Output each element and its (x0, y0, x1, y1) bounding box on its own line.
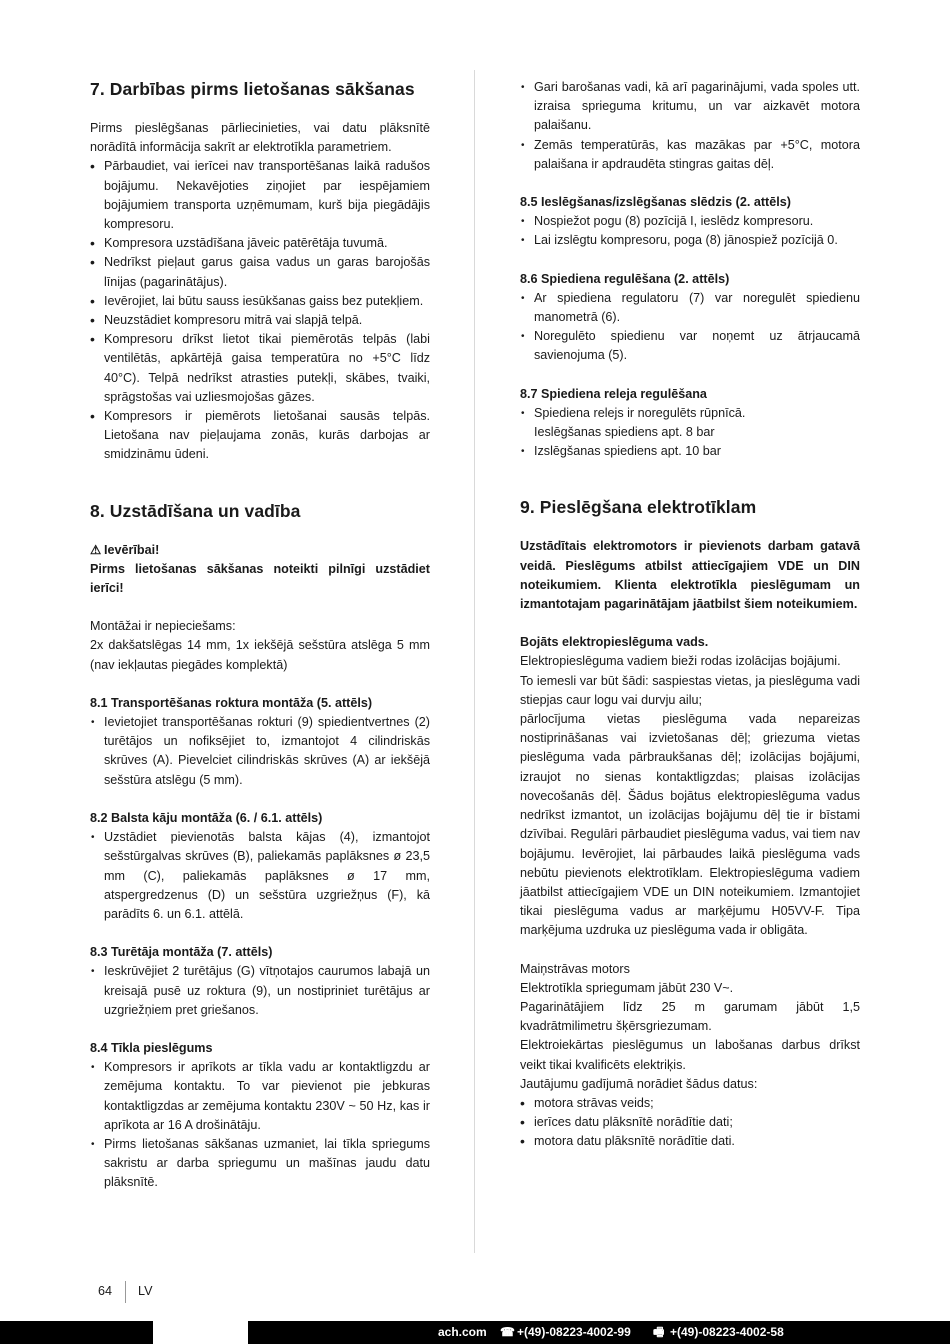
ac-motor-title: Maiņstrāvas motors (520, 961, 630, 976)
section-8-6-title: 8.6 Spiediena regulēšana (2. attēls) (520, 271, 730, 286)
ac-data-list (520, 1094, 860, 1152)
list-item: • Lai izslēgtu kompresoru, poga (8) jānospiež pozīcijā 0. (520, 231, 860, 250)
section-8-3-list (90, 962, 430, 1020)
section-8-7-list (520, 404, 860, 462)
list-item-line: Spiediena relejs ir noregulēts rūpnīcā. (534, 405, 746, 420)
cable-paragraph: Elektropieslēguma vadiem bieži rodas izolācijas bojājumi. (520, 654, 841, 669)
language-code: LV (138, 1284, 153, 1298)
list-item: • Uzstādiet pievienotās balsta kājas (4), izmantojot sešstūrgalvas skrūves (B), paliekamās paplāksnes ø 23,5 mm (C), paliekamās paplāksnes ø 17 mm, atspergredzenus (D) un sešstūra uzgriežņus (F), kā parādīts 6. un 6.1. attēlā. (90, 828, 430, 924)
ac-paragraph: Elektrotīkla spriegumam jābūt 230 V~. (520, 980, 734, 995)
list-item: • motora strāvas veids; (520, 1094, 860, 1113)
list-item (520, 404, 860, 442)
warning-heading (90, 541, 430, 560)
list-item: • Noregulēto spiedienu var noņemt uz ātrjaucamā savienojuma (5). (520, 327, 860, 365)
cable-paragraph: To iemesli var būt šādi: saspiestas vietas, ja pieslēguma vadi stiepjas caur logu vai durvju ailu; (520, 673, 860, 707)
section-8-title: 8. Uzstādīšana un vadība (90, 500, 301, 521)
section-7-title: 7. Darbības pirms lietošanas sākšanas (90, 79, 415, 99)
footer-bar-left (0, 1321, 153, 1344)
list-item: • Kompresors ir aprīkots ar tīkla vadu ar kontaktligzdu ar zemējuma kontaktu. To var pievienot pie jebkuras kontaktligzdas ar zemējuma kontaktu 230V ~ 50 Hz, kas ir aprīkota ar 16 A drošinātāju. (90, 1058, 430, 1135)
section-8-5-list (520, 212, 860, 250)
list-item: • Izslēgšanas spiediens apt. 10 bar (520, 442, 860, 461)
ac-paragraph: Elektroiekārtas pieslēgumus un labošanas darbus drīkst veikt tikai kvalificēts elektriķis. (520, 1038, 860, 1072)
section-8-1-title: 8.1 Transportēšanas roktura montāža (5. attēls) (90, 695, 373, 710)
section-9-title: 9. Pieslēgšana elektrotīklam (520, 497, 757, 518)
column-divider (474, 70, 475, 1253)
list-item: • Ieskrūvējiet 2 turētājus (G) vītņotajos caurumos labajā un kreisajā pusē uz roktura (9), un nostipriniet turētājus ar uzgriežņiem pret griešanos. (90, 962, 430, 1020)
footer-bar (248, 1321, 950, 1344)
website-link[interactable]: ach.com (438, 1325, 487, 1339)
left-column (90, 78, 430, 1193)
list-item: • Zemās temperatūrās, kas mazākas par +5°C, motora palaišana ir apdraudēta stingras gaitas dēļ. (520, 136, 860, 174)
list-item: • Kompresoru drīkst lietot tikai piemērotās telpās (labi ventilētās, apkārtējā gaisa temperatūra no +5°C līdz 40°C). Telpā nedrīkst atrasties putekļi, skābes, tvaiki, sprāgstošas vai uzliesmojošas gāzes. (90, 330, 430, 407)
fax-number: +(49)-08223-4002-58 (670, 1325, 784, 1339)
section-8-1-list (90, 713, 430, 790)
ac-paragraph: Jautājumu gadījumā norādiet šādus datus: (520, 1076, 758, 1091)
list-item: • Nospiežot pogu (8) pozīcijā I, ieslēdz kompresoru. (520, 212, 860, 231)
section-8-3-title: 8.3 Turētāja montāža (7. attēls) (90, 945, 273, 960)
right-column (520, 78, 860, 1152)
list-item: • Kompresors ir piemērots lietošanai sausās telpās. Lietošana nav pieļaujama zonās, kurās darbojas ar smidzināmu ūdeni. (90, 407, 430, 465)
requirements-text: 2x dakšatslēgas 14 mm, 1x iekšējā sešstūra atslēga 5 mm (nav iekļautas piegādes komplektā) (90, 638, 430, 672)
phone-number: +(49)-08223-4002-99 (517, 1325, 631, 1339)
list-item: • Neuzstādiet kompresoru mitrā vai slapjā telpā. (90, 311, 430, 330)
list-item: • Ar spiediena regulatoru (7) var noregulēt spiedienu manometrā (6). (520, 289, 860, 327)
section-8-6-list (520, 289, 860, 366)
phone-icon: ☎ (500, 1325, 515, 1339)
list-item: • Pirms lietošanas sākšanas uzmaniet, lai tīkla spriegums sakristu ar darba spriegumu un mašīnas jaudu datu plāksnītē. (90, 1135, 430, 1193)
section-8-4-title: 8.4 Tīkla pieslēgums (90, 1040, 213, 1055)
cable-damage-title: Bojāts elektropieslēguma vads. (520, 635, 709, 650)
section-8-2-title: 8.2 Balsta kāju montāža (6. / 6.1. attēls) (90, 810, 323, 825)
page-number: 64 (98, 1284, 113, 1298)
list-item: • Ievērojiet, lai būtu sauss iesūkšanas gaiss bez putekļiem. (90, 292, 430, 311)
warning-label: Ievērībai! (104, 542, 160, 557)
continued-list (520, 78, 860, 174)
requirements-label: Montāžai ir nepieciešams: (90, 619, 236, 634)
section-8-2-list (90, 828, 430, 924)
footer-separator (125, 1281, 126, 1303)
list-item: • Pārbaudiet, vai ierīcei nav transportēšanas laikā radušos bojājumu. Nekavējoties ziņojiet par iespējamiem bojājumiem transporta uzņēmumam, kurš bija piegādājis kompresoru. (90, 157, 430, 234)
section-8-5-title: 8.5 Ieslēgšanas/izslēgšanas slēdzis (2. attēls) (520, 195, 791, 210)
section-9-intro: Uzstādītais elektromotors ir pievienots darbam gatavā veidā. Pieslēgums atbilst attiecīgajiem VDE un DIN noteikumiem. Klienta elektrotīkla pieslēgumam un izmantotajam pagarinātājam jāatbilst šiem noteikumiem. (520, 539, 860, 612)
section-7-list (90, 157, 430, 464)
warning-icon: ⚠ (90, 542, 102, 557)
list-item-line: Ieslēgšanas spiediens apt. 8 bar (534, 425, 715, 440)
list-item: • ierīces datu plāksnītē norādītie dati; (520, 1113, 860, 1132)
cable-paragraph: pārlocījuma vietas pieslēguma vada nepareizas nostiprināšanas vai izvietošanas dēļ; griezuma vietas pieslēguma vada pārbraukšanas dēļ; izolācijas bojājumi, izraujot no sienas kontaktligzdas; plaisas izolācijas novecošanās dēļ. Šādus bojātus elektropieslēguma vadus nedrīkst izmantot, un izolācijas bojājumu dēļ tie ir bīstami dzīvībai. Regulāri pārbaudiet pieslēguma vadus, vai tiem nav bojājumu. Ievērojiet, lai pārbaudes laikā pieslēguma vads nebūtu pievienots elektrotīklam. Elektropieslēguma vadiem jāatbilst attiecīgajiem VDE un DIN noteikumiem. Izmantojiet tikai pieslēguma vadus ar marķējumu H05VV-F. Tipa marķējuma uzdruka uz pieslēguma vada ir obligāta. (520, 712, 860, 938)
list-item: • Kompresora uzstādīšana jāveic patērētāja tuvumā. (90, 234, 430, 253)
list-item: • Gari barošanas vadi, kā arī pagarinājumi, vada spoles utt. izraisa sprieguma kritumu, un var aizkavēt motora palaišanu. (520, 78, 860, 136)
list-item: • Ievietojiet transportēšanas rokturi (9) spiedientvertnes (2) turētājos un nofiksējiet to, izmantojot 4 cilindriskās skrūves (A). Pievelciet cilindriskās skrūves (A) ar iekšējā sešstūra atslēgu (5 mm). (90, 713, 430, 790)
ac-paragraph: Pagarinātājiem līdz 25 m garumam jābūt 1,5 kvadrātmilimetru šķērsgriezumam. (520, 999, 860, 1034)
section-8-7-title: 8.7 Spiediena releja regulēšana (520, 386, 707, 401)
fax-icon: 🖷 (653, 1325, 665, 1339)
list-item: • motora datu plāksnītē norādītie dati. (520, 1132, 860, 1151)
section-8-4-list (90, 1058, 430, 1192)
list-item: • Nedrīkst pieļaut garus gaisa vadus un garas barojošās līnijas (pagarinātājus). (90, 253, 430, 291)
warning-text: Pirms lietošanas sākšanas noteikti pilnīgi uzstādiet ierīci! (90, 561, 430, 596)
section-7-intro: Pirms pieslēgšanas pārliecinieties, vai datu plāksnītē norādītā informācija sakrīt ar elektrotīkla parametriem. (90, 121, 430, 155)
